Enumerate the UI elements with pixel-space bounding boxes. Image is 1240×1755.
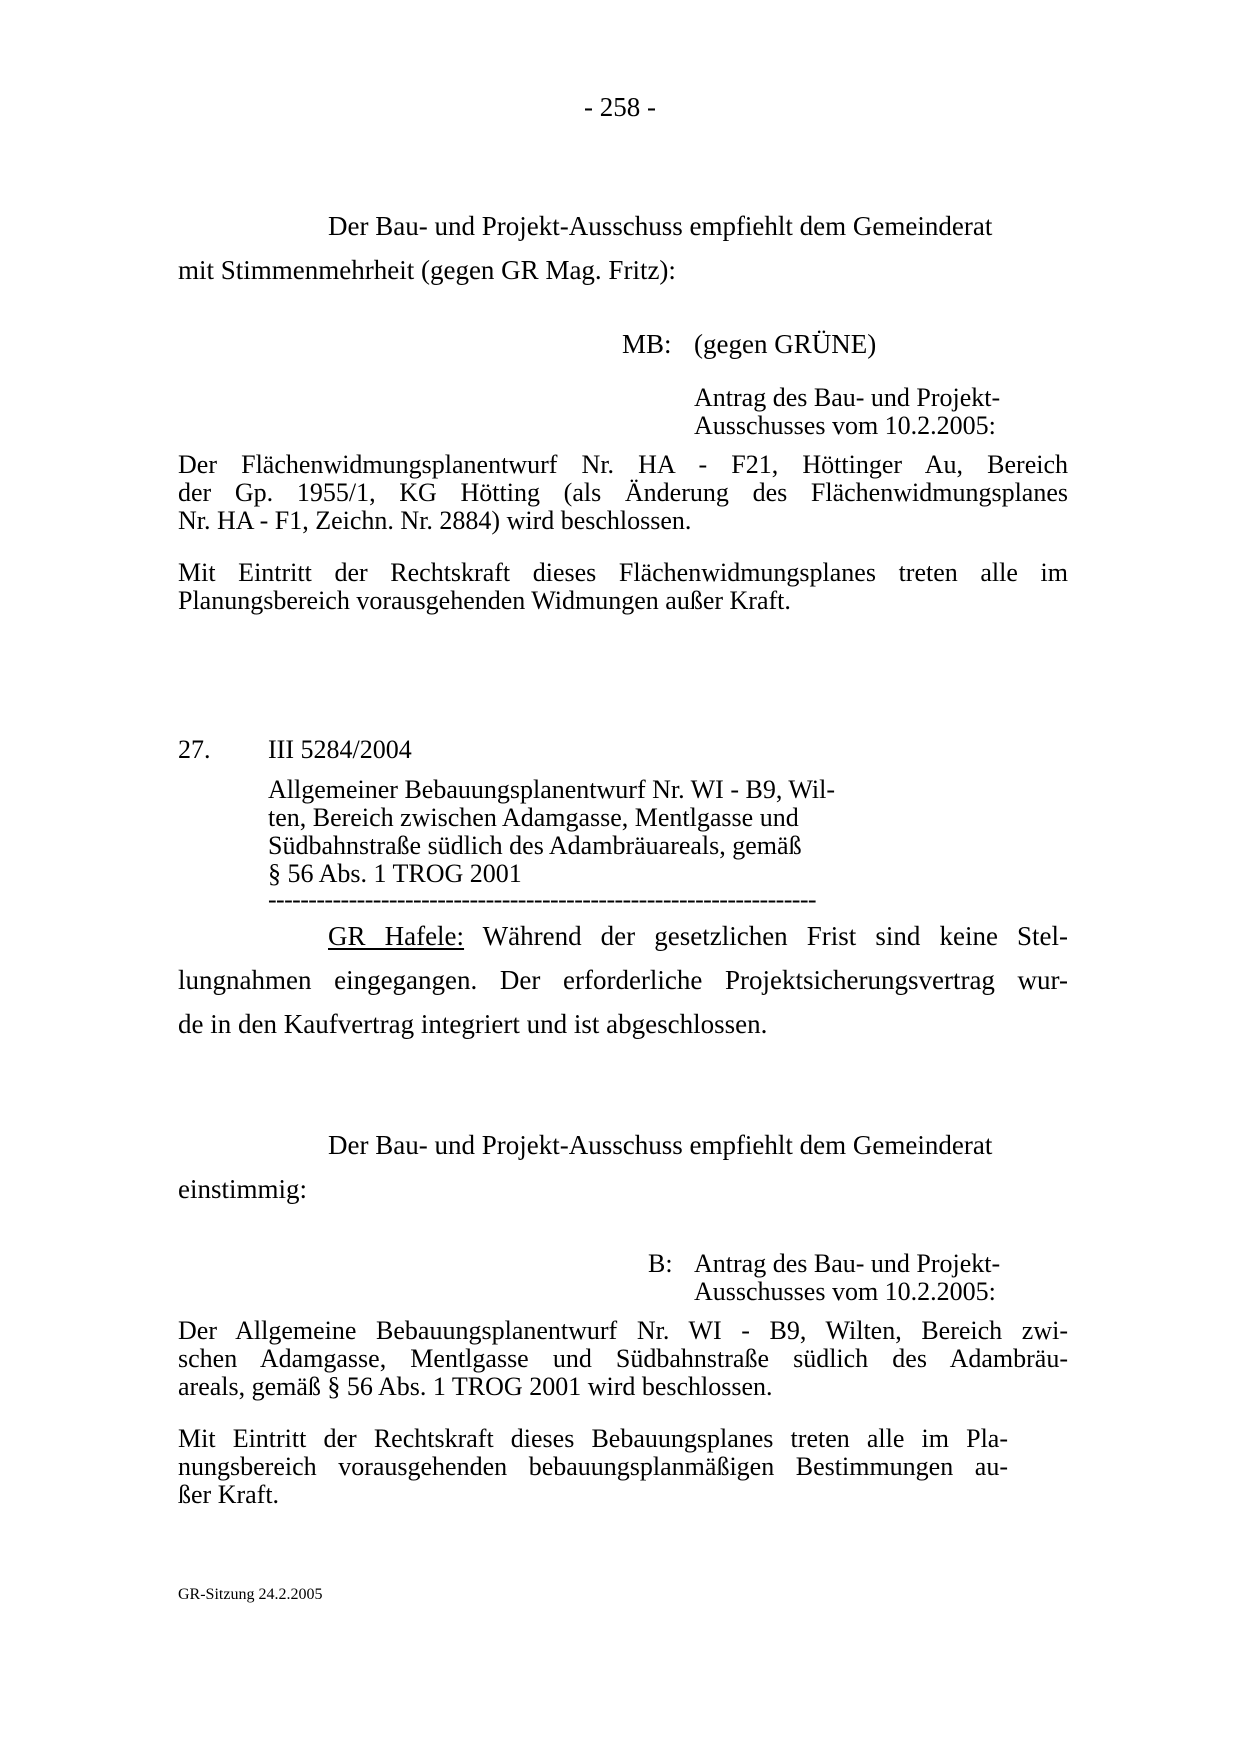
decision-type-label-2: B: (648, 1249, 673, 1278)
recommendation-intro: Der Bau- und Projekt-Ausschuss empfiehlt dem Gemeinderat (328, 211, 993, 241)
item-subject (268, 776, 835, 888)
decision-paragraph-2 (178, 1317, 1068, 1401)
divider-line: -------------------------------------------------------------------- (268, 885, 816, 914)
page-number: - 258 - (584, 92, 656, 122)
file-number: III 5284/2004 (268, 735, 412, 764)
decision-line: Der Allgemeine Bebauungsplanentwurf Nr. WI - B9, Wilten, Bereich zwi- (178, 1316, 1068, 1345)
footer-session-date: GR-Sitzung 24.2.2005 (178, 1586, 323, 1603)
decision-line: schen Adamgasse, Mentlgasse und Südbahnstraße südlich des Adambräu- (178, 1344, 1068, 1373)
motion-line-2-2: Ausschusses vom 10.2.2005: (694, 1277, 996, 1306)
decision-line: Der Flächenwidmungsplanentwurf Nr. HA - F21, Höttinger Au, Bereich (178, 450, 1068, 479)
subject-line: ten, Bereich zwischen Adamgasse, Mentlgasse und (268, 803, 799, 832)
subject-line: Südbahnstraße südlich des Adambräuareals, gemäß (268, 831, 802, 860)
motion-line-1: Antrag des Bau- und Projekt- (694, 383, 1001, 412)
effect-line: Planungsbereich vorausgehenden Widmungen außer Kraft. (178, 586, 791, 615)
recommendation-intro-2: Der Bau- und Projekt-Ausschuss empfiehlt dem Gemeinderat (328, 1130, 993, 1160)
effect-line: Mit Eintritt der Rechtskraft dieses Flächenwidmungsplanes treten alle im (178, 558, 1068, 587)
decision-note: (gegen GRÜNE) (694, 329, 877, 359)
speech-line: de in den Kaufvertrag integriert und ist abgeschlossen. (178, 1009, 768, 1039)
motion-line-1-2: Antrag des Bau- und Projekt- (694, 1249, 1001, 1278)
speech-first-line (178, 914, 1068, 958)
decision-line: areals, gemäß § 56 Abs. 1 TROG 2001 wird beschlossen. (178, 1372, 773, 1401)
recommendation-vote: mit Stimmenmehrheit (gegen GR Mag. Fritz): (178, 255, 676, 285)
subject-line: Allgemeiner Bebauungsplanentwurf Nr. WI - B9, Wil- (268, 775, 835, 804)
speech-text: Während der gesetzlichen Frist sind keine Stel- (482, 921, 1069, 951)
decision-line: Nr. HA - F1, Zeichn. Nr. 2884) wird beschlossen. (178, 506, 692, 535)
decision-line: der Gp. 1955/1, KG Hötting (als Änderung des Flächenwidmungsplanes (178, 478, 1068, 507)
effect-line: nungsbereich vorausgehenden bebauungsplanmäßigen Bestimmungen au- (178, 1452, 1008, 1481)
speech-line: lungnahmen eingegangen. Der erforderliche Projektsicherungsvertrag wur- (178, 965, 1068, 995)
decision-paragraph (178, 451, 1068, 535)
effect-line: Mit Eintritt der Rechtskraft dieses Bebauungsplanes treten alle im Pla- (178, 1424, 1008, 1453)
speech-paragraph (178, 914, 1068, 1046)
recommendation-vote-2: einstimmig: (178, 1174, 308, 1204)
subject-line: § 56 Abs. 1 TROG 2001 (268, 859, 522, 888)
effect-line: ßer Kraft. (178, 1480, 280, 1509)
item-number: 27. (178, 735, 211, 764)
speaker-name: GR Hafele: (328, 921, 465, 951)
decision-type-label: MB: (622, 329, 672, 359)
effect-paragraph (178, 559, 1068, 615)
effect-paragraph-2 (178, 1425, 1008, 1509)
motion-line-2: Ausschusses vom 10.2.2005: (694, 411, 996, 440)
